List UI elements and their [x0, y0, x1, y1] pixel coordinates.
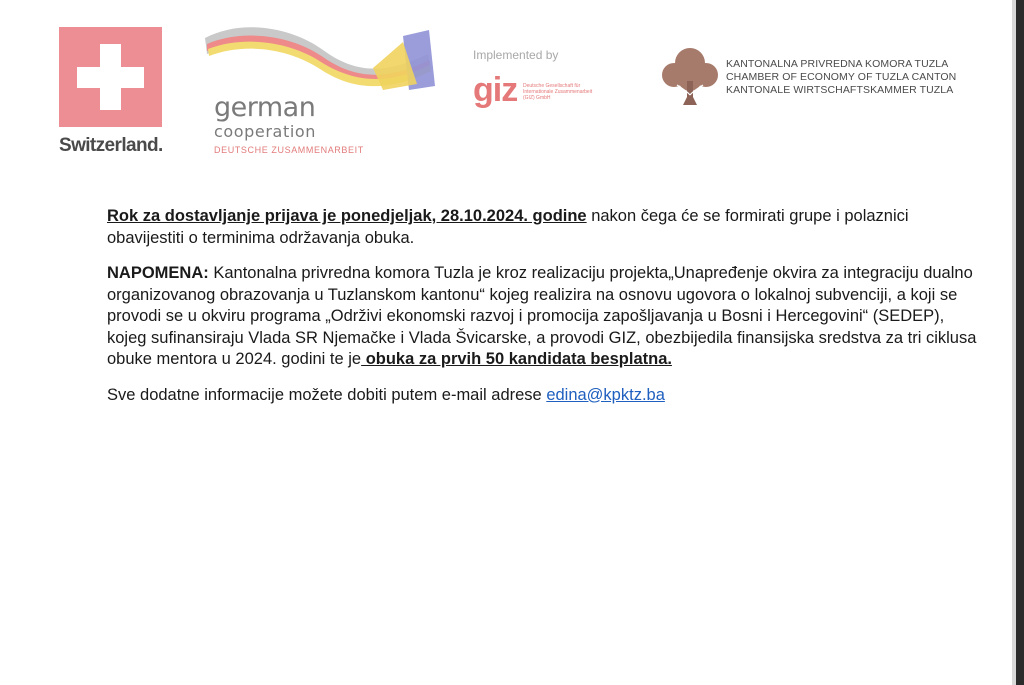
note-label: NAPOMENA:: [107, 264, 209, 282]
note-body: Kantonalna privredna komora Tuzla je kroz realizaciju projekta„Unapređenje okvira za integraciju dualno organizovanog obrazovanja u Tuzlanskom kantonu“ kojeg realizira na osnovu ugovora o lokalnoj subvenciji, a koji se provodi se u okviru programa „Održivi ekonomski razvoj i promocija zapošljavanja u Bosni i Hercegovini“ (SEDEP), kojeg sufinansiraju Vlada SR Njemačke i Vlada Švicarske, a provodi GIZ, obezbijedila finansijska sredstva za tri ciklusa obuke mentora u 2024. godini te je: [107, 264, 977, 368]
contact-paragraph: [107, 385, 977, 407]
kpk-name-lines: [726, 58, 956, 97]
contact-text: Sve dodatne informacije možete dobiti putem e-mail adrese: [107, 385, 547, 404]
giz-logo: [473, 48, 623, 118]
cooperation-word: cooperation: [214, 122, 317, 141]
kpk-line-en: CHAMBER OF ECONOMY OF TUZLA CANTON: [726, 71, 957, 83]
kpk-line-bs: KANTONALNA PRIVREDNA KOMORA TUZLA: [726, 58, 949, 70]
email-link[interactable]: edina@kpktz.ba: [546, 385, 665, 404]
deutsche-zusammenarbeit: DEUTSCHE ZUSAMMENARBEIT: [214, 145, 364, 155]
deadline-rest: nakon čega će se formirati grupe i polaznici obavijestiti o terminima održavanja obuka.: [107, 207, 909, 247]
swiss-flag-icon: [59, 27, 162, 127]
german-word: german: [214, 92, 316, 123]
switzerland-wordmark: Switzerland.: [59, 135, 163, 156]
announcement-body: [107, 206, 977, 420]
flag-ribbon-icon: [203, 24, 435, 99]
kpk-line-de: KANTONALE WIRTSCHAFTSKAMMER TUZLA: [726, 84, 954, 96]
note-emphasis: obuka za prvih 50 kandidata besplatna.: [361, 350, 672, 368]
switzerland-logo: [59, 27, 169, 162]
giz-fine-print: Deutsche Gesellschaft für Internationale Zusammenarbeit (GIZ) GmbH: [523, 83, 593, 101]
deadline-paragraph: [107, 206, 977, 249]
kpk-tuzla-logo: [659, 45, 989, 110]
note-paragraph: [107, 263, 977, 371]
tree-icon: [659, 45, 721, 107]
giz-mark: giz: [473, 71, 518, 109]
german-cooperation-logo: [203, 24, 435, 158]
implemented-by-label: Implemented by: [473, 48, 559, 62]
page-edge: [1016, 0, 1024, 685]
deadline-bold: Rok za dostavljanje prijava je ponedjeljak, 28.10.2024. godine: [107, 207, 587, 225]
